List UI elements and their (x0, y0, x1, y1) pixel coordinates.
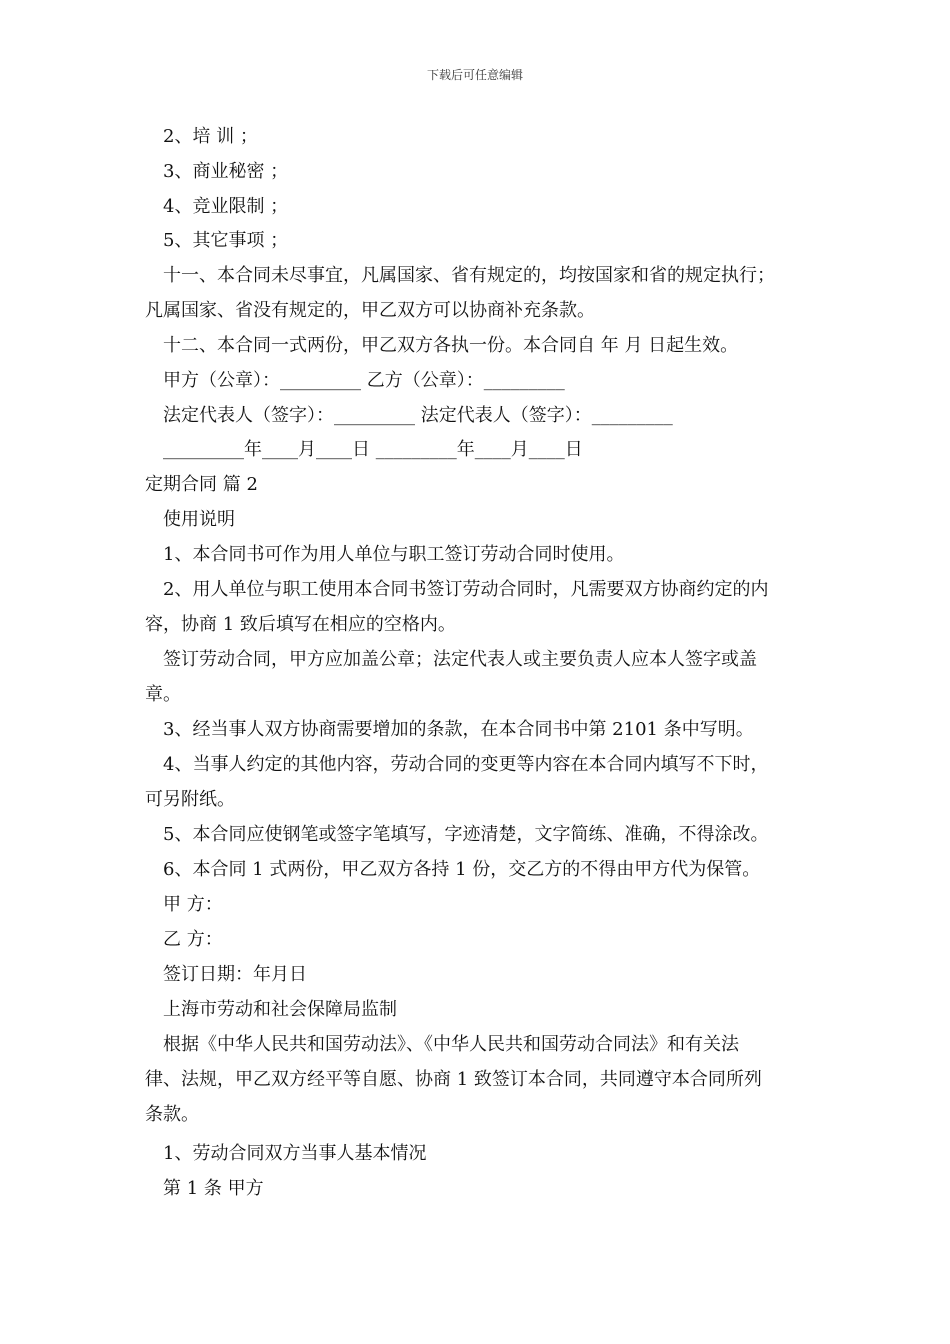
text-line: 十一、本合同未尽事宜，凡属国家、省有规定的，均按国家和省的规定执行； (163, 265, 775, 286)
text-line: 律、法规，甲乙双方经平等自愿、协商 1 致签订本合同，共同遵守本合同所列 (145, 1069, 762, 1090)
text-line: 5、本合同应使钢笔或签字笔填写，字迹清楚，文字简练、准确，不得涂改。 (163, 824, 769, 845)
text-line: 签订劳动合同，甲方应加盖公章；法定代表人或主要负责人应本人签字或盖 (163, 649, 757, 670)
party-a-line: 甲 方： (163, 894, 223, 915)
text-line: 1、劳动合同双方当事人基本情况 (163, 1143, 427, 1164)
text-line: 凡属国家、省没有规定的，甲乙双方可以协商补充条款。 (145, 300, 595, 321)
signing-date-line: 签订日期：年月日 (163, 964, 307, 985)
section-title: 定期合同 篇 2 (145, 474, 258, 495)
text-line: 条款。 (145, 1104, 199, 1125)
signature-line-date: _________年____月____日 _________年____月____日 (163, 439, 583, 460)
text-line: 1、本合同书可作为用人单位与职工签订劳动合同时使用。 (163, 544, 625, 565)
subsection-title: 使用说明 (163, 509, 235, 530)
text-line: 可另附纸。 (145, 789, 235, 810)
text-line: 十二、本合同一式两份，甲乙双方各执一份。本合同自 年 月 日起生效。 (163, 335, 739, 356)
signature-line-representative: 法定代表人（签字）：_________ 法定代表人（签字）：_________ (163, 405, 673, 426)
issuer-line: 上海市劳动和社会保障局监制 (163, 999, 397, 1020)
text-line: 根据《中华人民共和国劳动法》、《中华人民共和国劳动合同法》和有关法 (163, 1034, 739, 1055)
text-line: 4、当事人约定的其他内容，劳动合同的变更等内容在本合同内填写不下时， (163, 754, 769, 775)
text-line: 2、培 训 ； (163, 126, 258, 147)
text-line: 3、经当事人双方协商需要增加的条款，在本合同书中第 2101 条中写明。 (163, 719, 754, 740)
text-line: 4、竞业限制 ； (163, 196, 289, 217)
text-line: 5、其它事项 ； (163, 230, 289, 251)
page-header: 下载后可任意编辑 (426, 68, 523, 82)
text-line: 6、本合同 1 式两份，甲乙双方各持 1 份，交乙方的不得由甲方代为保管。 (163, 859, 761, 880)
text-line: 第 1 条 甲方 (163, 1178, 264, 1199)
text-line: 章。 (145, 684, 181, 705)
text-line: 容，协商 1 致后填写在相应的空格内。 (145, 614, 456, 635)
party-b-line: 乙 方： (163, 929, 223, 950)
signature-line-seal: 甲方（公章）：_________ 乙方（公章）：_________ (163, 370, 565, 391)
text-line: 3、商业秘密 ； (163, 161, 289, 182)
text-line: 2、用人单位与职工使用本合同书签订劳动合同时，凡需要双方协商约定的内 (163, 579, 769, 600)
